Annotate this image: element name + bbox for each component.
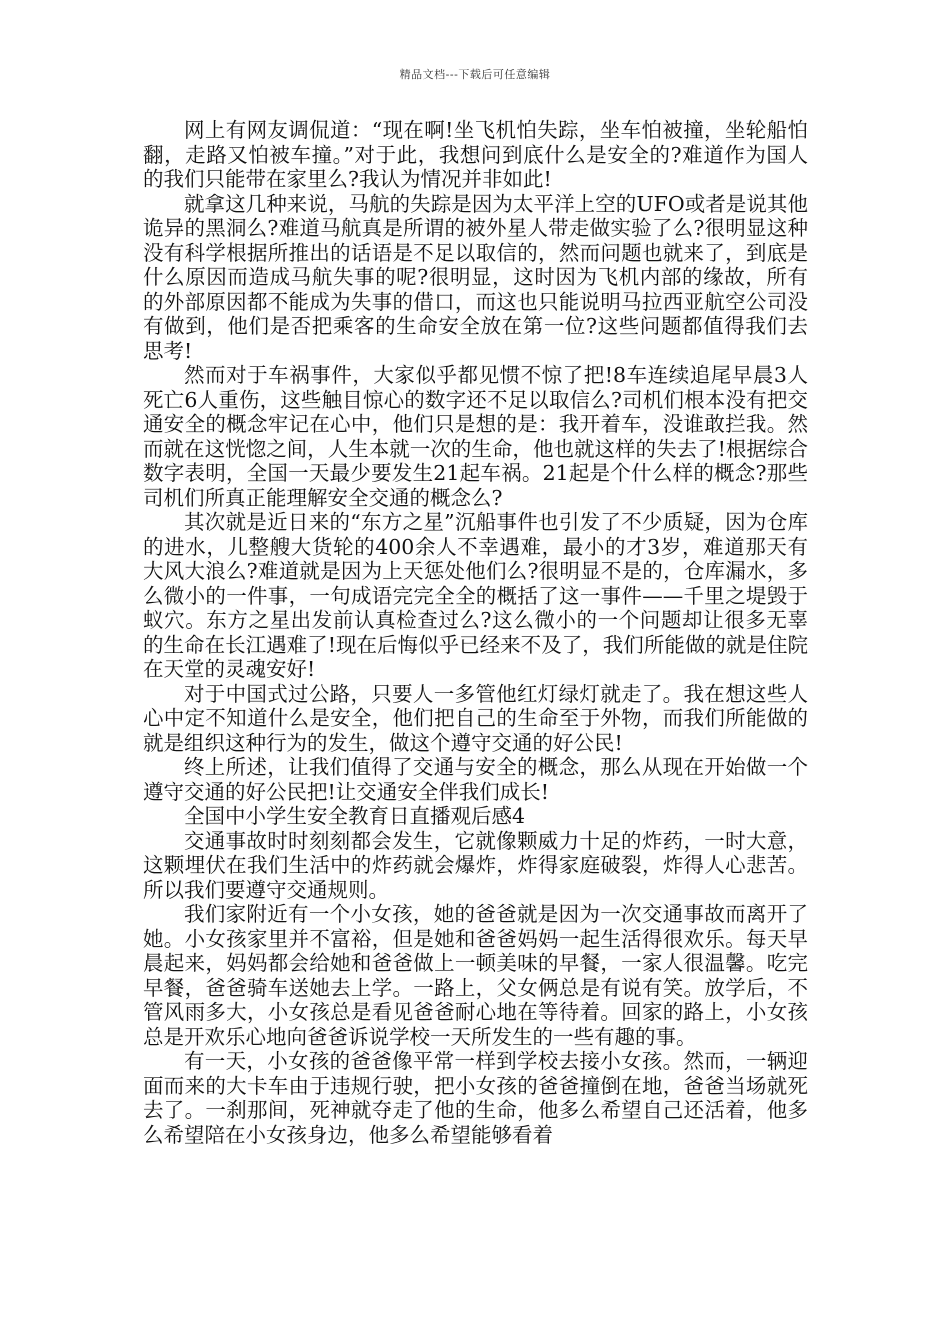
section-title: 全国中小学生安全教育日直播观后感4 — [184, 804, 526, 828]
paragraph: 交通事故时时刻刻都会发生，它就像颗威力十足的炸药，一时大意，这颗埋伏在我们生活中的炸药就会爆炸，炸得家庭破裂，炸得人心悲苦。所以我们要遵守交通规则。 — [143, 828, 808, 902]
document-body — [143, 118, 808, 1147]
page-header: 精品文档---下载后可任意编辑 — [399, 68, 551, 81]
paragraph: 对于中国式过公路，只要人一多管他红灯绿灯就走了。我在想这些人心中定不知道什么是安全，他们把自己的生命至于外物，而我们所能做的就是组织这种行为的发生，做这个遵守交通的好公民! — [143, 681, 808, 755]
paragraph: 网上有网友调侃道：“现在啊!坐飞机怕失踪，坐车怕被撞，坐轮船怕翻，走路又怕被车撞。”对于此，我想问到底什么是安全的?难道作为国人的我们只能带在家里么?我认为情况并非如此! — [143, 118, 808, 191]
paragraph: 就拿这几种来说，马航的失踪是因为太平洋上空的UFO或者是说其他诡异的黑洞么?难道马航真是所谓的被外星人带走做实验了么?很明显这种没有科学根据所推出的话语是不足以取信的，然而问题也就来了，到底是什么原因而造成马航失事的呢?很明显，这时因为飞机内部的缘故，所有的外部原因都不能成为失事的借口，而这也只能说明马拉西亚航空公司没有做到，他们是否把乘客的生命安全放在第一位?这些问题都值得我们去思考! — [143, 191, 808, 363]
paragraph: 然而对于车祸事件，大家似乎都见惯不惊了把!8车连续追尾早晨3人死亡6人重伤，这些触目惊心的数字还不足以取信么?司机们根本没有把交通安全的概念牢记在心中，他们只是想的是：我开着车，没谁敢拦我。然而就在这恍惚之间，人生本就一次的生命，他也就这样的失去了!根据综合数字表明，全国一天最少要发生21起车祸。21起是个什么样的概念?那些司机们所真正能理解安全交通的概念么? — [143, 363, 808, 510]
paragraph: 其次就是近日来的“东方之星”沉船事件也引发了不少质疑，因为仓库的进水，儿整艘大货轮的400余人不幸遇难，最小的才3岁，难道那天有大风大浪么?难道就是因为上天惩处他们么?很明显不是的，仓库漏水，多么微小的一件事，一句成语完完全全的概括了这一事件——千里之堤毁于蚁穴。东方之星出发前认真检查过么?这么微小的一个问题却让很多无辜的生命在长江遇难了!现在后悔似乎已经来不及了，我们所能做的就是住院在天堂的灵魂安好! — [143, 510, 808, 681]
paragraph: 我们家附近有一个小女孩，她的爸爸就是因为一次交通事故而离开了她。小女孩家里并不富裕，但是她和爸爸妈妈一起生活得很欢乐。每天早晨起来，妈妈都会给她和爸爸做上一顿美味的早餐，一家人很温馨。吃完早餐，爸爸骑车送她去上学。一路上，父女俩总是有说有笑。放学后，不管风雨多大，小女孩总是看见爸爸耐心地在等待着。回家的路上，小女孩总是开欢乐心地向爸爸诉说学校一天所发生的一些有趣的事。 — [143, 902, 808, 1049]
paragraph: 有一天，小女孩的爸爸像平常一样到学校去接小女孩。然而，一辆迎面而来的大卡车由于违规行驶，把小女孩的爸爸撞倒在地，爸爸当场就死去了。一刹那间，死神就夺走了他的生命，他多么希望自己还活着，他多么希望陪在小女孩身边，他多么希望能够看着 — [143, 1049, 808, 1147]
paragraph: 终上所述，让我们值得了交通与安全的概念，那么从现在开始做一个遵守交通的好公民把!让交通安全伴我们成长! — [143, 755, 808, 804]
